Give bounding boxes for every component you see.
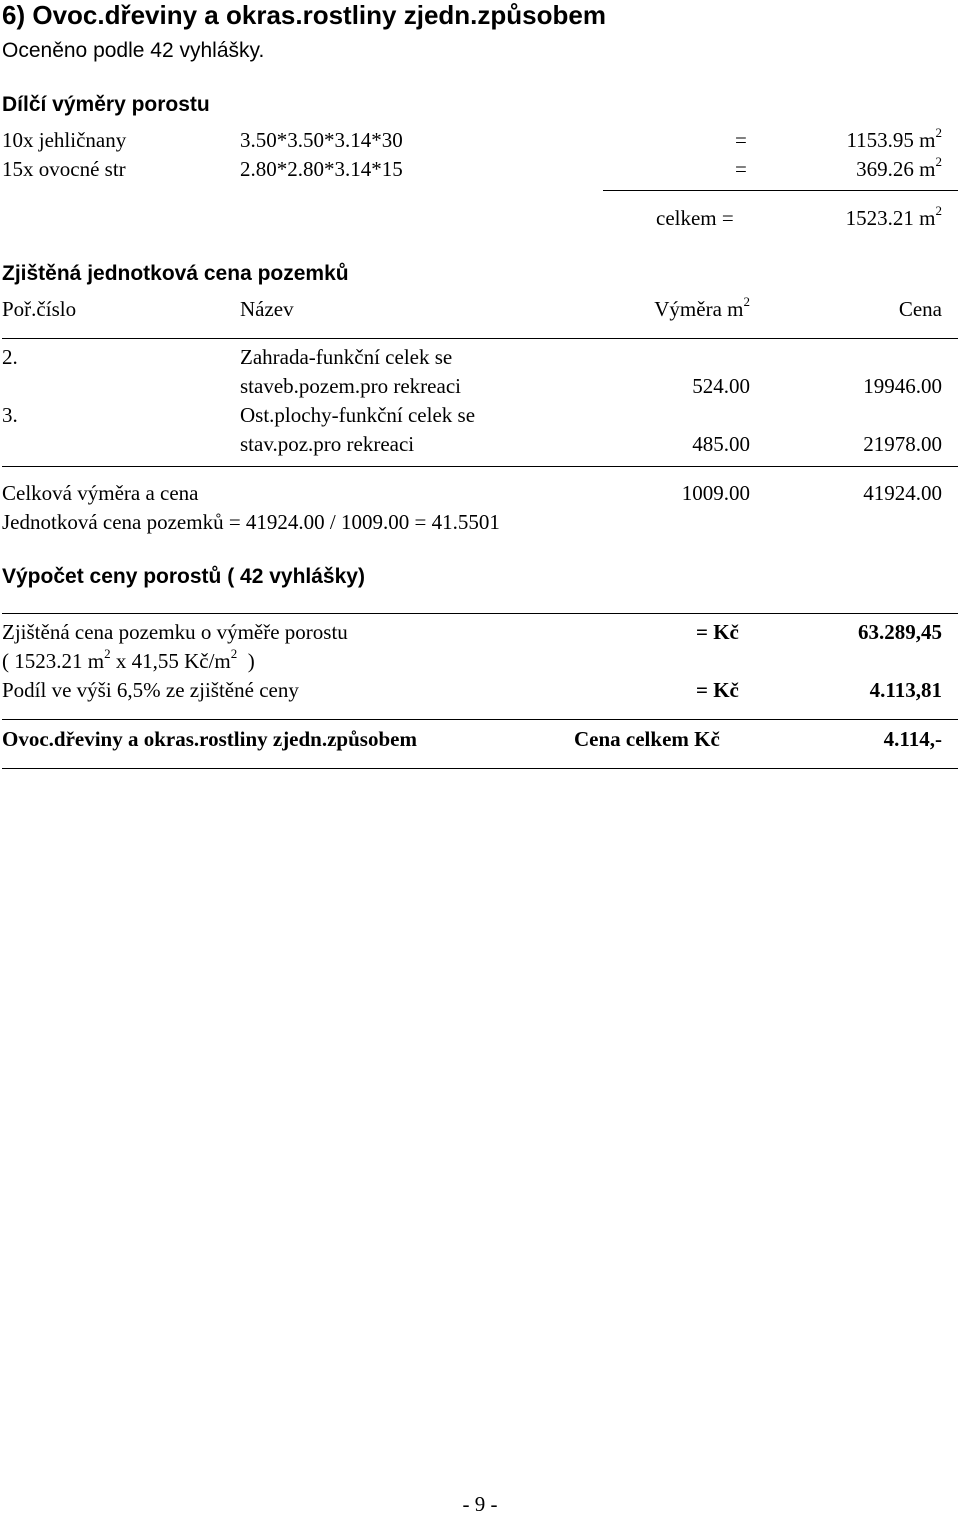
table-row-num: 2.: [2, 345, 18, 369]
table-row-name: stav.poz.pro rekreaci: [240, 432, 415, 456]
summary-total-value: 4.114,-: [883, 727, 942, 751]
calc-heading: Výpočet ceny porostů ( 42 vyhlášky): [2, 565, 365, 588]
section-subtitle: Oceněno podle 42 vyhlášky.: [2, 39, 265, 62]
partial-row-formula: 3.50*3.50*3.14*30: [240, 128, 403, 152]
calc-line-value: 63.289,45: [858, 620, 942, 644]
table-row-price: 19946.00: [863, 374, 942, 398]
table-row-price: 21978.00: [863, 432, 942, 456]
partial-row-label: 15x ovocné str: [2, 157, 126, 181]
calc-line-label: Zjištěná cena pozemku o výměře porostu: [2, 620, 348, 644]
table-header-rule: [2, 338, 958, 339]
unit-price-line: Jednotková cena pozemků = 41924.00 / 1009.00 = 41.5501: [2, 510, 500, 534]
calc-line-label: Podíl ve výši 6,5% ze zjištěné ceny: [2, 678, 299, 702]
partial-row-formula: 2.80*2.80*3.14*15: [240, 157, 403, 181]
table-row-num: 3.: [2, 403, 18, 427]
calc-rule: [2, 613, 958, 614]
column-header-price: Cena: [898, 297, 942, 321]
partial-heading: Dílčí výměry porostu: [2, 93, 210, 116]
page-number: - 9 -: [462, 1492, 498, 1516]
table-total-price: 41924.00: [863, 481, 942, 505]
partial-row-eq: =: [735, 128, 747, 152]
partial-row-value: 369.26 $m^2$: [856, 154, 942, 181]
partial-row-label: 10x jehličnany: [2, 128, 127, 152]
column-header-area: Výměra $m^2$: [654, 294, 750, 321]
table-row-name: Ost.plochy-funkční celek se: [240, 403, 476, 427]
calc-formula: ( 1523.21 $m^2$ x 41,55 $Kč/m^2$ ): [2, 646, 255, 673]
table-row-area: 485.00: [692, 432, 750, 456]
table-row-area: 524.00: [692, 374, 750, 398]
column-header-name: Název: [240, 297, 294, 321]
summary-bottom-rule: [2, 768, 958, 769]
table-total-label: Celková výměra a cena: [2, 481, 199, 505]
section-title: 6) Ovoc.dřeviny a okras.rostliny zjedn.způsobem: [2, 0, 606, 30]
calc-line-eq: = Kč: [696, 678, 739, 702]
partial-row-eq: =: [735, 157, 747, 181]
partial-total-label: celkem =: [656, 206, 734, 230]
summary-label: Ovoc.dřeviny a okras.rostliny zjedn.způsobem: [2, 727, 417, 751]
calc-line-value: 4.113,81: [869, 678, 942, 702]
table-row-name: staveb.pozem.pro rekreaci: [240, 374, 461, 398]
table-total-rule: [2, 466, 958, 467]
summary-total-label: Cena celkem Kč: [574, 727, 720, 751]
calc-line-eq: = Kč: [696, 620, 739, 644]
summary-top-rule: [2, 719, 958, 720]
table-total-area: 1009.00: [681, 481, 750, 505]
unit-price-heading: Zjištěná jednotková cena pozemků: [2, 262, 349, 285]
partial-total-rule: [603, 190, 958, 191]
column-header-num: Poř.číslo: [2, 297, 77, 321]
table-row-name: Zahrada-funkční celek se: [240, 345, 453, 369]
partial-row-value: 1153.95 $m^2$: [846, 125, 942, 152]
partial-total-value: 1523.21 $m^2$: [845, 203, 942, 230]
